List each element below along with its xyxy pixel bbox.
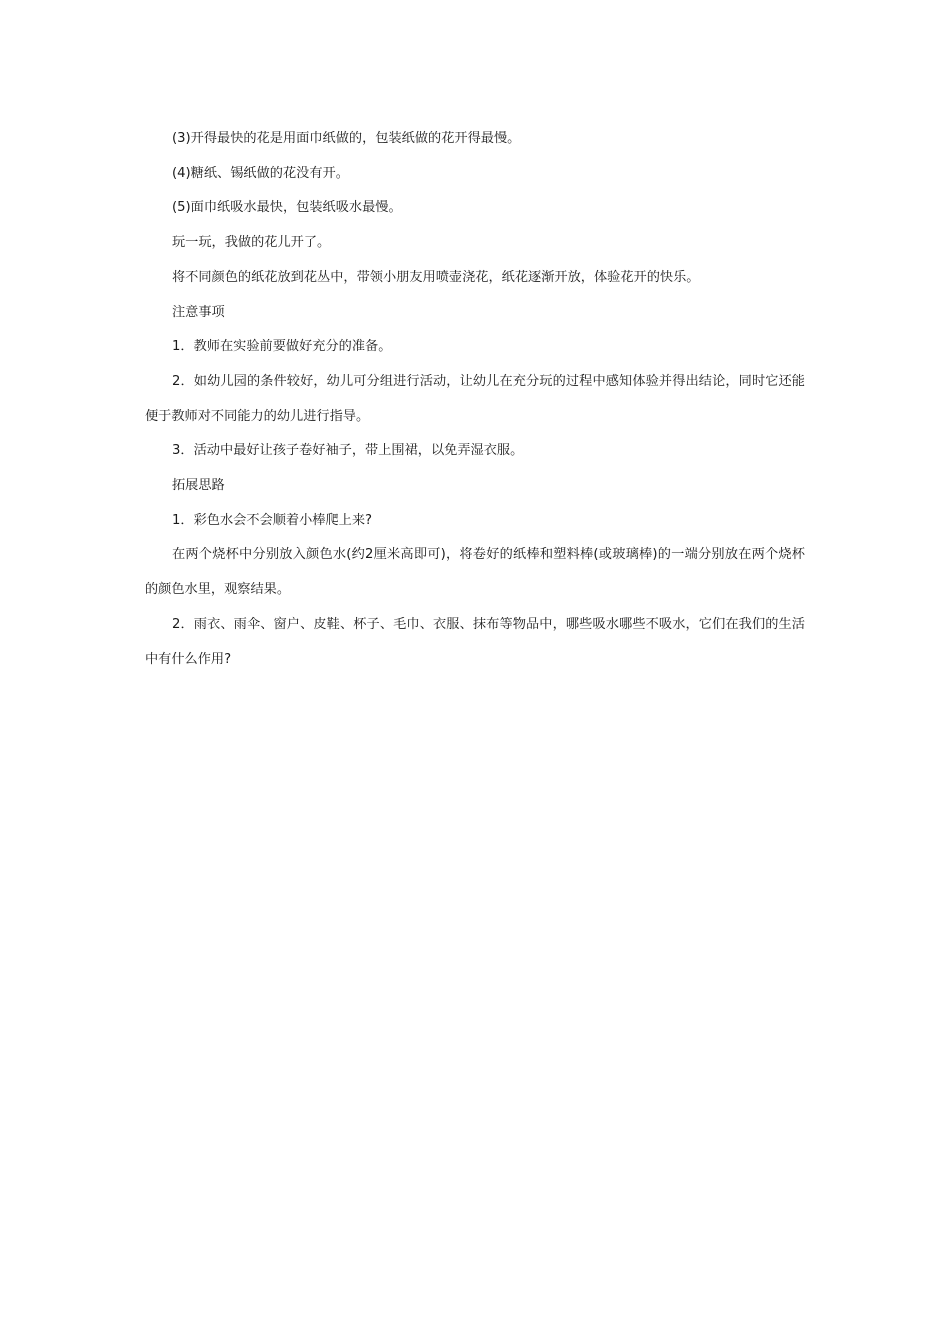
paragraph-extension-1: 1．彩色水会不会顺着小棒爬上来?	[172, 512, 373, 528]
paragraph-result-4: (4)糖纸、锡纸做的花没有开。	[172, 165, 349, 181]
paragraph-extension-2: 2．雨衣、雨伞、窗户、皮鞋、杯子、毛巾、衣服、抹布等物品中，哪些吸水哪些不吸水，它们在我们的生活中有什么作用?	[145, 616, 805, 667]
paragraph-extension-1-detail: 在两个烧杯中分别放入颜色水(约2厘米高即可)，将卷好的纸棒和塑料棒(或玻璃棒)的一端分别放在两个烧杯的颜色水里，观察结果。	[145, 547, 805, 598]
section-heading-extension: 拓展思路	[172, 478, 225, 494]
paragraph-play-description: 将不同颜色的纸花放到花丛中，带领小朋友用喷壶浇花，纸花逐渐开放，体验花开的快乐。	[172, 269, 700, 285]
paragraph-note-2: 2．如幼儿园的条件较好，幼儿可分组进行活动，让幼儿在充分玩的过程中感知体验并得出结论，同时它还能便于教师对不同能力的幼儿进行指导。	[145, 373, 805, 424]
document-body	[145, 122, 805, 677]
paragraph-play-heading: 玩一玩，我做的花儿开了。	[172, 235, 331, 251]
section-heading-notes: 注意事项	[172, 304, 225, 320]
paragraph-result-5: (5)面巾纸吸水最快，包装纸吸水最慢。	[172, 200, 402, 216]
paragraph-note-1: 1．教师在实验前要做好充分的准备。	[172, 339, 392, 355]
paragraph-result-3: (3)开得最快的花是用面巾纸做的，包装纸做的花开得最慢。	[172, 131, 521, 146]
paragraph-note-3: 3．活动中最好让孩子卷好袖子，带上围裙，以免弄湿衣服。	[172, 443, 524, 459]
